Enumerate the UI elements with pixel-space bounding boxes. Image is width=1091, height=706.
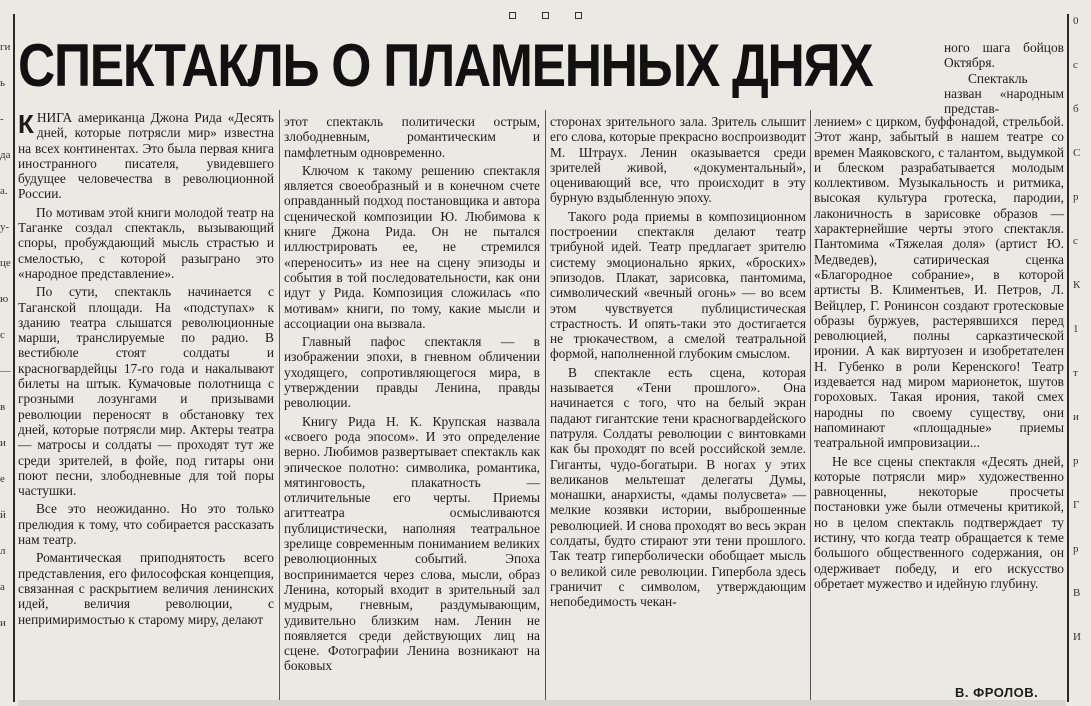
ornament-square — [542, 12, 549, 19]
margin-fragment: це — [0, 258, 11, 269]
paragraph: сторонах зрительного зала. Зритель слышит его слова, которые прекрасно воспроизводит М. Штраух. Ленин оказывается среди зрителей живой, «документальный», оценивающий все, что происходит в эту бурную вздыбленную эпоху. — [550, 114, 806, 206]
paragraph: Не все сцены спектакля «Десять дней, которые потрясли мир» художественно равноценны, некоторые просчеты постановки уже были отмечены критикой, но в целом спектакль подтверждает ту истину, что когда театр обращается к теме большого общественного содержания, он одерживает победу, и его искусство обретает мужество и идейную глубину. — [814, 453, 1064, 591]
right-margin-fragments — [1073, 6, 1091, 696]
margin-fragment: а. — [0, 186, 8, 197]
paragraph: Ключом к такому решению спектакля является своеобразный и в конечном счете оправданный подход постановщика и автора сценической композиции Ю. Любимова к книге Джона Рида. Он не пытался иллюстрировать ее, не стремился «переносить» из нее на сцену эпизоды и события в той последовательности, как они идут у Рида. Композиция сложилась «по мотивам» книги, по тому, какие мысли и ассоциации она вызвала. — [284, 162, 540, 331]
column-divider — [810, 110, 811, 700]
left-column-rule — [13, 14, 15, 702]
paragraph: Все это неожиданно. Но это только прелюдия к тому, что собирается рассказать нам театр. — [18, 501, 274, 548]
margin-fragment: ь — [0, 78, 6, 89]
column-divider — [279, 110, 280, 700]
margin-fragment: — — [0, 366, 11, 377]
drop-cap: К — [18, 109, 34, 139]
paragraph: По сути, спектакль начинается с Таганской площади. На «подступах» к зданию театра слышатся революционные марши, транслируемые по радио. В вестибюле стоят солдаты и красногвардейцы 17-го года и накалывают билеты на штык. Кумачовые полотнища с грозными лозунгами и призывами революции переносят в обстановку тех дней, которые потрясли мир. Актеры театра — матросы и солдаты — проходят тут же среди зрителей, в фойе, под гитары они поют песни, злободневные для той поры частушки. — [18, 284, 274, 499]
margin-fragment: р — [1073, 455, 1079, 467]
right-column-rule — [1067, 14, 1069, 702]
margin-fragment: К — [1073, 279, 1081, 291]
margin-fragment: с — [1073, 235, 1078, 247]
margin-fragment: у- — [0, 222, 10, 233]
ornament-square — [509, 12, 516, 19]
margin-fragment: ги — [0, 42, 11, 53]
margin-fragment: й — [0, 510, 6, 521]
margin-fragment: р — [1073, 543, 1079, 555]
margin-fragment: В — [1073, 587, 1081, 599]
paragraph: Книгу Рида Н. К. Крупская назвала «своего рода эпосом». И это определение верно. Любимов развертывает спектакль как эпическое полотно: символика, романтика, мятинговость, плакатность — отличительные его черты. Приемы агиттеатра осмысливаются публицистически, наполняя театральное зрелище современным пониманием великих революционных событий. Эпоха воспринимается через слова, мысли, образ Ленина, который входит в зрительный зал мудрым, гневным, раздумывающим, удивительно близким нам. Ленин не появляется среди действующих лиц на сцене. Фотографии Ленина возникают на боковых — [284, 413, 540, 674]
paragraph: лением» с цирком, буффонадой, стрельбой. Этот жанр, забытый в нашем театре со времен Маяковского, с талантом, выдумкой и блеском разрабатывается молодым коллективом. Музыкальность и ритмика, высокая культура гротеска, пародии, лаконичность в зарисовке образов — характернейшие черты этого спектакля. Пантомима «Тяжелая доля» (артист Ю. Медведев), сатирическая сценка «Благородное собрание», в которой артисты В. Климентьев, И. Петров, Л. Вейцлер, Г. Ронинсон создают гротесковые образы буржуев, растерявшихся перед революцией, полны сарказтической иронии. А как виртуозен и изобретателен Н. Губенко в роли Керенского! Театр издевается над миром марионеток, шутов гороховых. Такая ирония, такой смех народны по своему существу, они напоминают «площадные» приемы театральной импровизации... — [814, 114, 1064, 451]
margin-fragment: да — [0, 150, 11, 161]
article-column-2 — [284, 114, 540, 677]
paragraph: этот спектакль политически острым, злободневным, романтическим и памфлетным одновременно. — [284, 114, 540, 160]
paragraph-text: НИГА американца Джона Рида «Десять дней, которые потрясли мир» известна на всех континентах. Это была первая книга иностранного писателя, увидевшего будущее человечества в революционной России. — [18, 110, 274, 202]
margin-fragment: с — [1073, 59, 1078, 71]
lead-paragraph — [18, 110, 274, 202]
article-column-1 — [18, 110, 274, 630]
margin-fragment: И — [1073, 631, 1081, 643]
column-divider — [545, 110, 546, 700]
margin-fragment: л — [0, 546, 6, 557]
left-margin-fragments — [0, 22, 12, 702]
paragraph: По мотивам этой книги молодой театр на Таганке создал спектакль, вызывающий споры, пробуждающий мысль страстью и смелостью, с которой разыграно это «народное представление». — [18, 204, 274, 281]
margin-fragment: б — [1073, 103, 1079, 115]
margin-fragment: С — [1073, 147, 1081, 159]
paragraph: Спектакль назван «народным представ- — [944, 70, 1064, 117]
margin-fragment: Г — [1073, 499, 1080, 511]
paragraph: ного шага бойцов Октября. — [944, 40, 1064, 71]
margin-fragment: и — [0, 618, 6, 629]
margin-fragment: ю — [0, 294, 9, 305]
margin-fragment: - — [0, 114, 4, 125]
article-column-4 — [814, 114, 1064, 594]
ornament-square — [575, 12, 582, 19]
margin-fragment: и — [0, 438, 6, 449]
paragraph: Главный пафос спектакля — в изображении эпохи, в гневном обличении уходящего, сопротивляющегося мира, в утверждении правды Ленина, правды революции. — [284, 334, 540, 411]
margin-fragment: е — [0, 474, 5, 485]
margin-fragment: 1 — [1073, 323, 1079, 335]
article-column-5 — [944, 40, 1064, 116]
margin-fragment: а — [0, 582, 5, 593]
author-signature: В. ФРОЛОВ. — [955, 685, 1039, 700]
margin-fragment: т — [1073, 367, 1078, 379]
top-ornament — [0, 12, 1091, 20]
paragraph: В спектакле есть сцена, которая называется «Тени прошлого». Она начинается с того, что на белый экран падают гигантские тени красногвардейского патруля. Солдаты революции с винтовками как бы проходят по всей российской земле. Гиганты, чудо-богатыри. В ногах у этих великанов мельтешат делегаты Думы, монашки, анархисты, «дамы полусвета» — мелкие козявки истории, выброшенные революцией. И снова проходят во весь экран солдаты, будто стирают эти тени прошлого. Так театр гиперболически обобщает мысль о великой силе революции. Гипербола здесь граничит с символом, утверждающим непобедимость чекан- — [550, 364, 806, 610]
bottom-edge — [18, 700, 1066, 706]
margin-fragment: р — [1073, 191, 1079, 203]
margin-fragment: с — [0, 330, 5, 341]
paragraph: Романтическая приподнятость всего представления, его философская концепция, связанная с раскрытием величия ленинских идей, величия революции, с непримиримостью к старому миру, делают — [18, 550, 274, 627]
paragraph: Такого рода приемы в композиционном построении спектакля делают театр трибуной идей. Театр предлагает зрителю систему эмоционально ярких, «броских» эпизодов. Плакат, зарисовка, пантомима, символический «вечный огонь» — во всем этом чувствуется публицистическая страстность. И опять-таки это достигается не трюкачеством, а смелой театральной формой, наполненной глубоким смыслом. — [550, 208, 806, 362]
margin-fragment: в — [0, 402, 6, 413]
article-column-3 — [550, 114, 806, 613]
margin-fragment: 0 — [1073, 15, 1079, 27]
article-headline: СПЕКТАКЛЬ О ПЛАМЕННЫХ ДНЯХ — [18, 32, 873, 99]
margin-fragment: и — [1073, 411, 1079, 423]
